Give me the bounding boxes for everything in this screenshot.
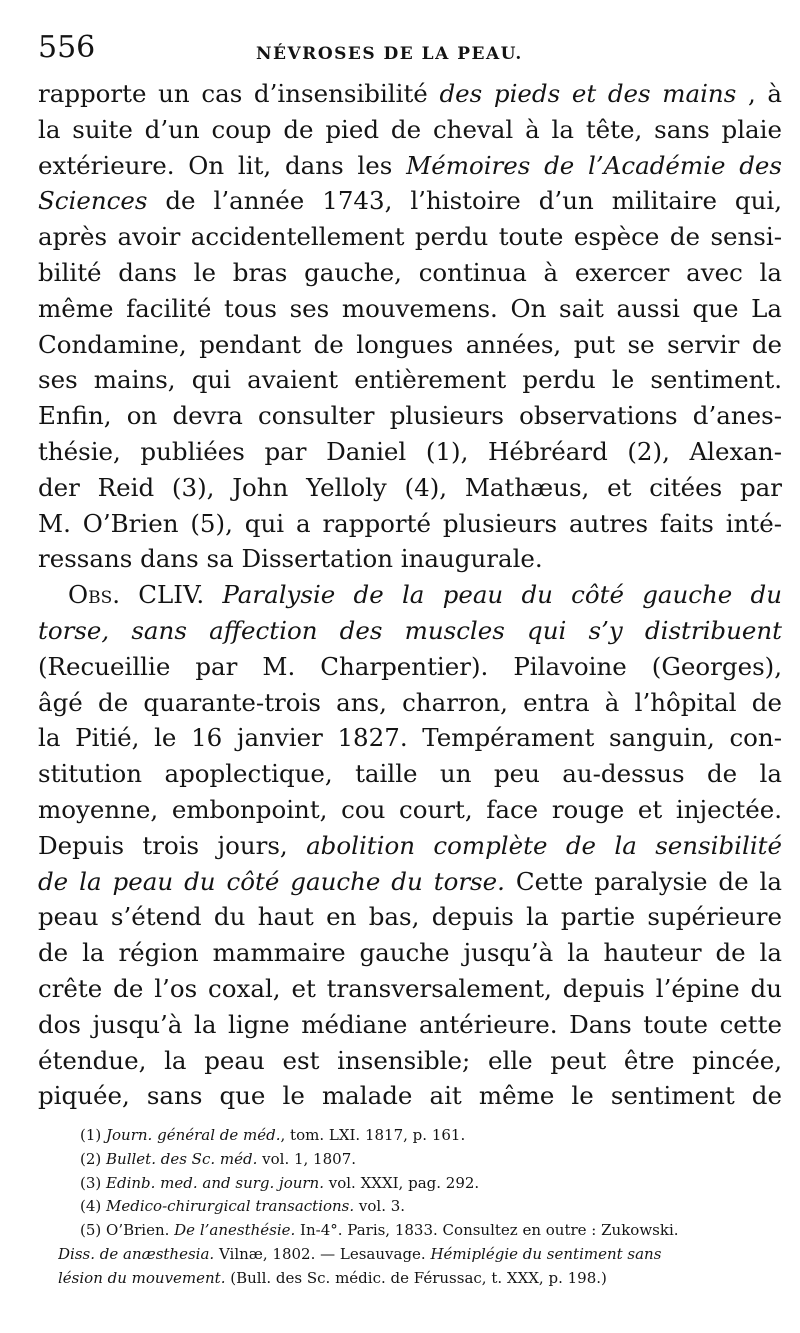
text-line: après avoir accidentellement perdu toute espèce de sensi- <box>38 222 782 252</box>
text-line: étendue, la peau est insensible; elle peut être pincée, <box>38 1045 782 1075</box>
text-line: de la région mammaire gauche jusqu’à la hauteur de la <box>38 938 782 968</box>
text-line: moyenne, embonpoint, cou court, face rouge et injectée. <box>38 794 782 824</box>
page-number: 556 <box>38 30 96 65</box>
footnote: (3) Edinb. med. and surg. journ. vol. XXXI, pag. 292. <box>80 1173 480 1192</box>
text-line: Sciences de l’année 1743, l’histoire d’un militaire qui, <box>38 186 782 216</box>
text-line: thésie, publiées par Daniel (1), Hébréard (2), Alexan- <box>38 436 782 466</box>
text-line: M. O’Brien (5), qui a rapporté plusieurs autres faits inté- <box>38 508 782 538</box>
text-line: ressans dans sa Dissertation inaugurale. <box>38 544 543 574</box>
footnote: (2) Bullet. des Sc. méd. vol. 1, 1807. <box>80 1149 357 1168</box>
text-line: bilité dans le bras gauche, continua à exercer avec la <box>38 257 782 287</box>
text-line: Condamine, pendant de longues années, put se servir de <box>38 329 782 359</box>
text-line: rapporte un cas d’insensibilité des pieds et des mains , à <box>38 79 782 108</box>
text-line: crête de l’os coxal, et transversalement, depuis l’épine du <box>38 973 782 1003</box>
text-line: de la peau du côté gauche du torse. Cette paralysie de la <box>38 866 782 896</box>
footnotes <box>58 1124 782 1291</box>
footnote: (5) O’Brien. De l’anesthésie. In-4°. Paris, 1833. Consultez en outre : Zukowski. <box>80 1221 679 1240</box>
text-line: stitution apoplectique, taille un peu au-dessus de la <box>38 759 782 789</box>
text-line: Enfin, on devra consulter plusieurs observations d’anes- <box>38 401 782 431</box>
footnote-continuation: Diss. de anæsthesia. Vilnæ, 1802. — Lesauvage. Hémiplégie du sentiment sans <box>58 1244 662 1263</box>
text-line: dos jusqu’à la ligne médiane antérieure. Dans toute cette <box>38 1009 782 1039</box>
body-text <box>38 76 782 1114</box>
running-title: NÉVROSES DE LA PEAU. <box>256 44 523 64</box>
text-line: ses mains, qui avaient entièrement perdu le sentiment. <box>38 365 782 395</box>
text-line: Depuis trois jours, abolition complète de la sensibilité <box>38 830 782 860</box>
footnote: (1) Journ. général de méd., tom. LXI. 1817, p. 161. <box>80 1126 466 1144</box>
text-line: la suite d’un coup de pied de cheval à la tête, sans plaie <box>38 114 782 144</box>
text-line: âgé de quarante-trois ans, charron, entra à l’hôpital de <box>38 687 782 717</box>
text-line: der Reid (3), John Yelloly (4), Mathæus, et citées par <box>38 472 782 502</box>
footnote-continuation: lésion du mouvement. (Bull. des Sc. médic. de Férussac, t. XXX, p. 198.) <box>58 1268 607 1287</box>
page-header <box>38 30 758 74</box>
text-line: extérieure. On lit, dans les Mémoires de l’Académie des <box>38 150 782 180</box>
text-line: torse, sans affection des muscles qui s’y distribuent <box>38 615 782 645</box>
text-line: peau s’étend du haut en bas, depuis la partie supérieure <box>38 902 782 932</box>
text-line: même facilité tous ses mouvemens. On sait aussi que La <box>38 293 782 323</box>
observation-heading-line: Obs. CLIV. Paralysie de la peau du côté gauche du <box>68 580 782 610</box>
text-line: piquée, sans que le malade ait même le sentiment de <box>38 1081 782 1111</box>
text-line: la Pitié, le 16 janvier 1827. Tempérament sanguin, con- <box>38 723 782 753</box>
text-line: (Recueillie par M. Charpentier). Pilavoine (Georges), <box>38 651 782 681</box>
footnote: (4) Medico-chirurgical transactions. vol. 3. <box>80 1197 406 1216</box>
observation-label: Obs. CLIV. <box>68 580 205 610</box>
